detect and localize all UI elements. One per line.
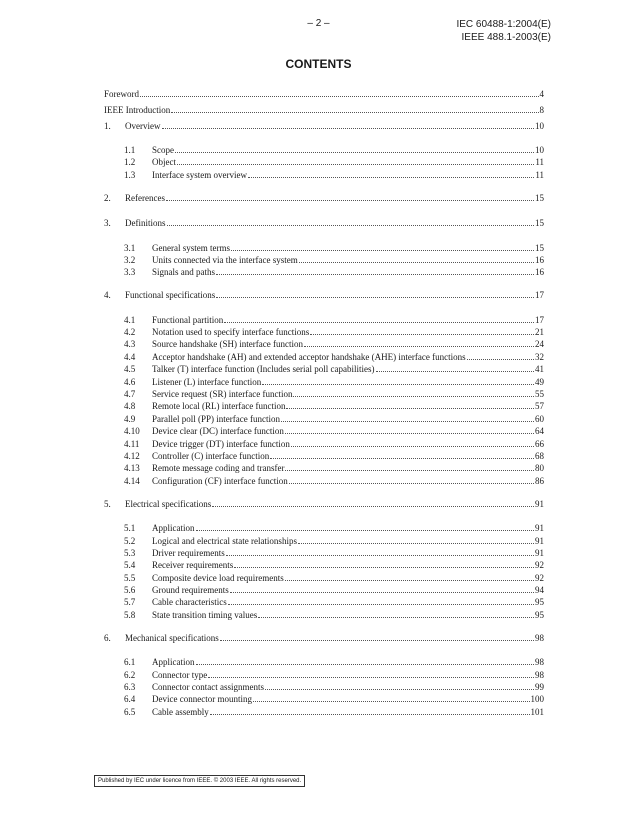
toc-entry[interactable] [104,363,544,375]
toc-entry[interactable] [104,462,544,474]
toc-entry-title: Parallel poll (PP) interface function [152,413,280,424]
dot-leader [162,128,535,129]
toc-entry-page: 101 [530,706,544,717]
section-spacer [104,279,544,289]
toc-entry-title: Units connected via the interface system [152,254,298,265]
dot-leader [262,384,534,385]
dot-leader [298,543,534,544]
dot-leader [140,96,539,97]
dot-leader [230,592,534,593]
toc-entry[interactable] [104,338,544,350]
toc-entry[interactable] [104,547,544,559]
section-spacer [104,134,544,144]
dot-leader [265,689,534,690]
toc-entry-page: 92 [535,560,544,571]
toc-entry-number: 4.10 [124,426,140,437]
toc-entry-title: General system terms [152,242,230,253]
section-spacer [104,647,544,657]
dot-leader [228,604,534,605]
toc-entry-page: 15 [535,218,544,229]
toc-entry[interactable] [104,631,544,647]
toc-entry-number: 4.1 [124,314,136,325]
toc-entry-title: Receiver requirements [152,560,234,571]
toc-entry[interactable] [104,559,544,571]
toc-entry-page: 55 [535,389,544,400]
toc-entry-title: Configuration (CF) interface function [152,475,288,486]
toc-entry-page: 60 [535,413,544,424]
toc-entry-number: 6.1 [124,657,136,668]
dot-leader [216,297,534,298]
toc-entry-number: 3.1 [124,242,136,253]
toc-entry-page: 15 [535,242,544,253]
dot-leader [208,677,534,678]
toc-entry-number: 2. [104,192,111,203]
toc-entry-page: 91 [535,547,544,558]
toc-entry[interactable] [104,596,544,608]
toc-entry[interactable] [104,388,544,400]
dot-leader [299,262,534,263]
toc-entry[interactable] [104,522,544,534]
toc-entry-page: 15 [535,192,544,203]
toc-entry-page: 17 [535,290,544,301]
toc-entry-page: 95 [535,597,544,608]
toc-entry[interactable] [104,535,544,547]
toc-entry[interactable] [104,706,544,718]
toc-entry-title: References [125,192,165,203]
toc-entry-page: 86 [535,475,544,486]
toc-entry-title: Cable characteristics [152,597,227,608]
toc-entry[interactable] [104,266,544,278]
toc-entry-page: 10 [535,120,544,131]
toc-entry[interactable] [104,314,544,326]
toc-entry[interactable] [104,144,544,156]
toc-entry-page: 10 [535,144,544,155]
toc-entry-title: Application [152,523,195,534]
toc-entry[interactable] [104,119,544,135]
dot-leader [216,274,534,275]
dot-leader [467,359,534,360]
toc-entry-title: Connector contact assignments [152,682,264,693]
dot-leader [285,470,534,471]
dot-leader [293,396,534,397]
toc-entry[interactable] [104,87,544,103]
toc-entry[interactable] [104,475,544,487]
toc-entry[interactable] [104,693,544,705]
toc-entry-number: 5.5 [124,572,136,583]
toc-entry-title: Remote message coding and transfer [152,463,285,474]
toc-entry-page: 11 [535,169,544,180]
toc-entry-page: 68 [535,450,544,461]
toc-entry-number: 5.8 [124,609,136,620]
dot-leader [291,446,534,447]
toc-entry-page: 11 [535,157,544,168]
section-spacer [104,232,544,242]
toc-entry-page: 91 [535,498,544,509]
toc-entry-number: 5.1 [124,523,136,534]
toc-entry-number: 6.2 [124,669,136,680]
dot-leader [253,701,530,702]
toc-entry-number: 1.3 [124,169,136,180]
toc-entry-number: 1.2 [124,157,136,168]
toc-entry[interactable] [104,191,544,207]
toc-entry-title: Talker (T) interface function (Includes serial poll capabilities) [152,364,375,375]
toc-entry[interactable] [104,242,544,254]
toc-entry-page: 98 [535,657,544,668]
toc-entry-page: 16 [535,267,544,278]
toc-entry[interactable] [104,669,544,681]
toc-entry-title: Electrical specifications [125,498,212,509]
toc-entry-page: 64 [535,426,544,437]
toc-entry-title: Functional partition [152,314,224,325]
toc-entry-title: Object [152,157,176,168]
dot-leader [171,112,538,113]
toc-entry-page: 91 [535,523,544,534]
dot-leader [177,164,534,165]
toc-entry-title: Connector type [152,669,208,680]
toc-entry-title: Notation used to specify interface functions [152,327,310,338]
dot-leader [304,346,534,347]
toc-entry-title: Interface system overview [152,169,247,180]
toc-entry-title: Foreword [104,89,139,99]
dot-leader [196,664,535,665]
dot-leader [224,322,534,323]
toc-entry-number: 4.11 [124,438,140,449]
dot-leader [210,714,530,715]
toc-entry-title: Scope [152,144,174,155]
toc-entry[interactable] [104,400,544,412]
toc-entry-number: 4.9 [124,413,136,424]
dot-leader [310,334,534,335]
toc-entry[interactable] [104,156,544,168]
section-spacer [104,181,544,191]
table-of-contents [104,87,544,718]
standard-iec: IEC 60488-1:2004(E) [456,19,551,30]
toc-entry-page: 16 [535,254,544,265]
toc-entry-page: 94 [535,585,544,596]
toc-entry-page: 41 [535,364,544,375]
dot-leader [376,371,534,372]
toc-entry-title: Source handshake (SH) interface function [152,339,303,350]
dot-leader [289,483,534,484]
toc-entry[interactable] [104,497,544,513]
section-spacer [104,487,544,497]
toc-entry-title: Ground requirements [152,585,229,596]
toc-entry-page: 99 [535,682,544,693]
standard-ieee: IEEE 488.1-2003(E) [461,32,551,43]
toc-entry-title: Application [152,657,195,668]
toc-entry-title: State transition timing values [152,609,258,620]
dot-leader [248,177,534,178]
toc-entry-number: 6.5 [124,706,136,717]
toc-entry-title: Cable assembly [152,706,209,717]
toc-entry-number: 4.12 [124,450,140,461]
dot-leader [234,567,534,568]
dot-leader [281,421,534,422]
dot-leader [270,458,534,459]
toc-entry[interactable] [104,572,544,584]
toc-entry-page: 91 [535,535,544,546]
toc-entry-page: 92 [535,572,544,583]
toc-entry-page: 98 [535,632,544,643]
toc-entry-number: 5.6 [124,585,136,596]
toc-entry-number: 5.3 [124,547,136,558]
toc-entry-number: 6. [104,632,111,643]
toc-entry-page: 4 [539,89,544,99]
dot-leader [258,617,534,618]
toc-entry-page: 66 [535,438,544,449]
toc-entry-number: 4.13 [124,463,140,474]
dot-leader [175,152,534,153]
toc-entry[interactable] [104,438,544,450]
toc-entry-number: 1. [104,120,111,131]
toc-entry-page: 100 [530,694,544,705]
toc-entry-number: 5.2 [124,535,136,546]
toc-entry-number: 4.5 [124,364,136,375]
dot-leader [167,225,535,226]
toc-entry-page: 21 [535,327,544,338]
toc-entry-title: Device connector mounting [152,694,252,705]
toc-entry[interactable] [104,584,544,596]
page-header [0,18,637,52]
toc-entry-number: 4.14 [124,475,140,486]
toc-entry-page: 32 [535,351,544,362]
dot-leader [166,200,534,201]
toc-entry-page: 80 [535,463,544,474]
toc-entry[interactable] [104,681,544,693]
toc-entry-title: Functional specifications [125,290,216,301]
toc-entry-page: 24 [535,339,544,350]
toc-entry-title: Device trigger (DT) interface function [152,438,290,449]
section-spacer [104,621,544,631]
section-spacer [104,304,544,314]
toc-entry-title: Logical and electrical state relationships [152,535,297,546]
dot-leader [285,433,534,434]
toc-entry-title: Acceptor handshake (AH) and extended acceptor handshake (AHE) interface functions [152,351,466,362]
toc-entry-number: 5. [104,498,111,509]
toc-entry-number: 6.4 [124,694,136,705]
toc-entry-page: 98 [535,669,544,680]
toc-entry-title: Device clear (DC) interface function [152,426,284,437]
toc-entry-number: 4.4 [124,351,136,362]
toc-entry-page: 49 [535,376,544,387]
toc-entry[interactable] [104,169,544,181]
toc-entry[interactable] [104,216,544,232]
page-title: CONTENTS [285,57,352,71]
toc-entry-title: Service request (SR) interface function [152,389,293,400]
toc-entry-page: 95 [535,609,544,620]
toc-entry-title: Remote local (RL) interface function [152,401,286,412]
toc-entry-title: Overview [125,120,161,131]
toc-entry[interactable] [104,288,544,304]
toc-entry[interactable] [104,376,544,388]
dot-leader [220,640,534,641]
dot-leader [286,408,534,409]
toc-entry-number: 4.2 [124,327,136,338]
toc-entry-title: Signals and paths [152,267,215,278]
toc-entry-number: 5.7 [124,597,136,608]
toc-entry-number: 3.3 [124,267,136,278]
toc-entry-number: 4. [104,290,111,301]
dot-leader [231,250,534,251]
page-number: – 2 – [307,18,330,29]
dot-leader [226,555,534,556]
toc-entry-title: Controller (C) interface function [152,450,270,461]
toc-entry-number: 4.8 [124,401,136,412]
toc-entry[interactable] [104,425,544,437]
toc-entry-title: Definitions [125,218,166,229]
toc-entry-title: IEEE Introduction [104,104,171,115]
toc-entry-number: 3.2 [124,254,136,265]
toc-entry[interactable] [104,609,544,621]
toc-entry-number: 1.1 [124,144,136,155]
toc-entry[interactable] [104,413,544,425]
toc-entry[interactable] [104,351,544,363]
dot-leader [212,506,534,507]
toc-entry-page: 57 [535,401,544,412]
toc-entry[interactable] [104,656,544,668]
toc-entry[interactable] [104,254,544,266]
toc-entry[interactable] [104,326,544,338]
toc-entry-page: 17 [535,314,544,325]
toc-entry[interactable] [104,450,544,462]
toc-entry-title: Mechanical specifications [125,632,219,643]
section-spacer [104,513,544,523]
toc-entry-title: Listener (L) interface function [152,376,262,387]
dot-leader [285,580,534,581]
toc-entry-number: 4.7 [124,389,136,400]
dot-leader [196,530,535,531]
toc-entry-number: 4.3 [124,339,136,350]
toc-entry[interactable] [104,103,544,119]
toc-entry-title: Composite device load requirements [152,572,284,583]
toc-entry-number: 6.3 [124,682,136,693]
toc-entry-title: Driver requirements [152,547,225,558]
standard-designation [456,18,551,44]
toc-entry-number: 4.6 [124,376,136,387]
toc-entry-number: 3. [104,218,111,229]
copyright-footer: Published by IEC under licence from IEEE. © 2003 IEEE. All rights reserved. [94,775,305,787]
toc-entry-page: 8 [539,104,544,115]
toc-entry-number: 5.4 [124,560,136,571]
section-spacer [104,207,544,217]
